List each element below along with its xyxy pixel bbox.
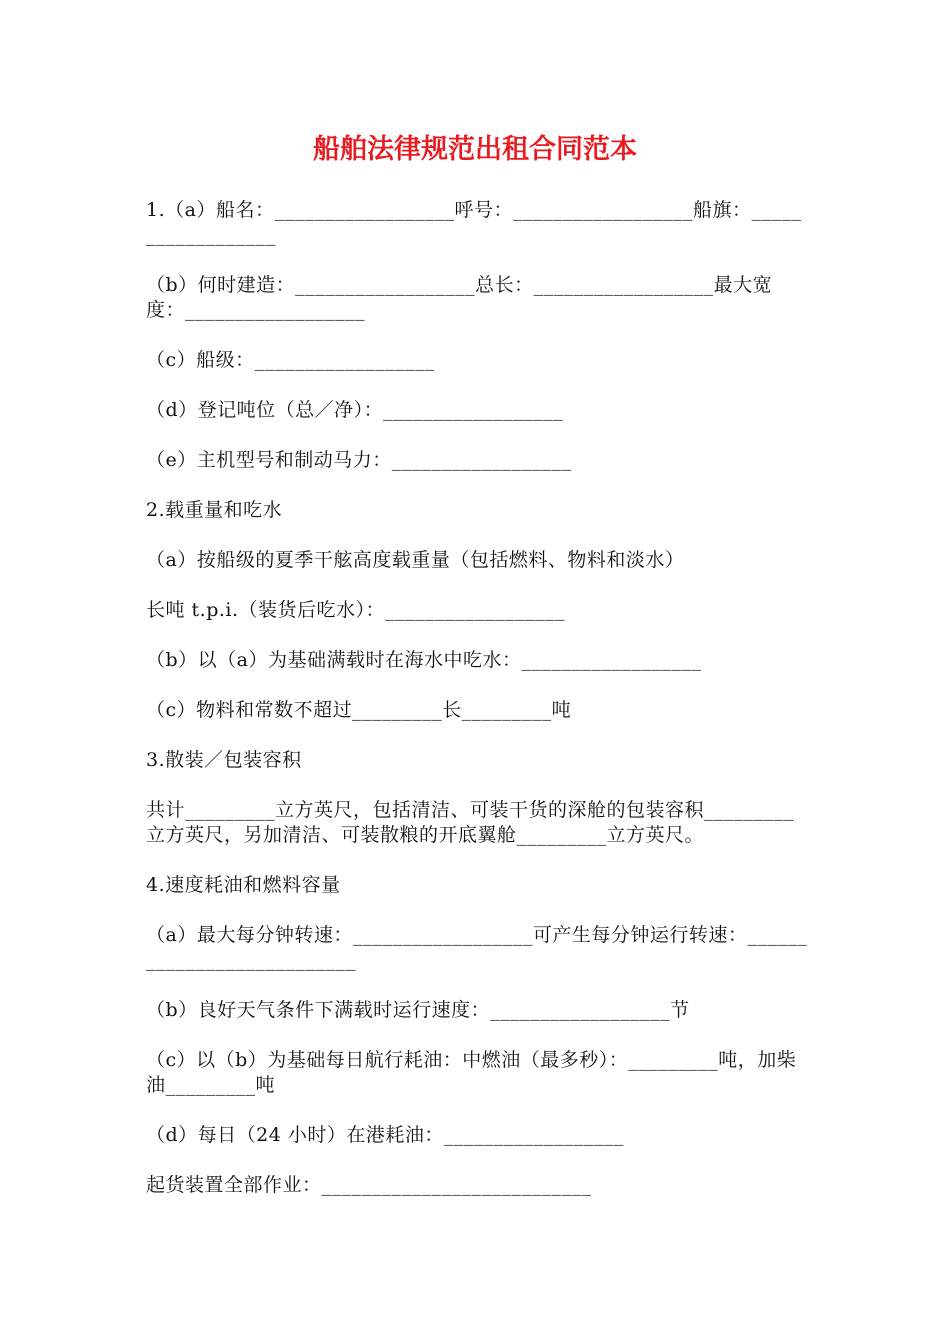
clause-4c-consumption: （c）以（b）为基础每日航行耗油：中燃油（最多秒）：_________吨，加柴油_________吨 [146, 1049, 797, 1096]
clause-2c-stores: （c）物料和常数不超过_________长_________吨 [146, 699, 572, 721]
document-body [146, 198, 811, 1223]
clause-1d-tonnage: （d）登记吨位（总／净）：__________________ [146, 399, 564, 421]
section-3-heading: 3.散装／包装容积 [146, 749, 302, 771]
clause-cargo-gear: 起货装置全部作业：___________________________ [146, 1174, 592, 1196]
clause-3-capacity: 共计_________立方英尺，包括清洁、可装干货的深舱的包装容积_________立方英尺，另加清洁、可装散粮的开底翼舱_________立方英尺。 [146, 799, 795, 846]
clause-1c-class: （c）船级：__________________ [146, 349, 435, 371]
clause-1a-ship-name: 1.（a）船名：__________________呼号：__________________船旗：__________________ [146, 199, 802, 246]
section-2-heading: 2.载重量和吃水 [146, 499, 283, 521]
clause-2b-draft: （b）以（a）为基础满载时在海水中吃水：__________________ [146, 649, 702, 671]
document-title: 船舶法律规范出租合同范本 [313, 134, 637, 165]
section-4-heading: 4.速度耗油和燃料容量 [146, 874, 341, 896]
clause-1e-engine: （e）主机型号和制动马力：__________________ [146, 449, 572, 471]
clause-2a-tpi: 长吨 t.p.i.（装货后吃水）：__________________ [146, 599, 566, 621]
clause-4b-speed: （b）良好天气条件下满载时运行速度：__________________节 [146, 999, 690, 1021]
clause-2a-deadweight: （a）按船级的夏季干舷高度载重量（包括燃料、物料和淡水） [146, 549, 685, 571]
clause-1b-build-date: （b）何时建造：__________________总长：__________________最大宽度：__________________ [146, 274, 773, 321]
clause-4d-port-consumption: （d）每日（24 小时）在港耗油：__________________ [146, 1124, 624, 1146]
clause-4a-rpm: （a）最大每分钟转速：__________________可产生每分钟运行转速：___________________________ [146, 924, 808, 971]
